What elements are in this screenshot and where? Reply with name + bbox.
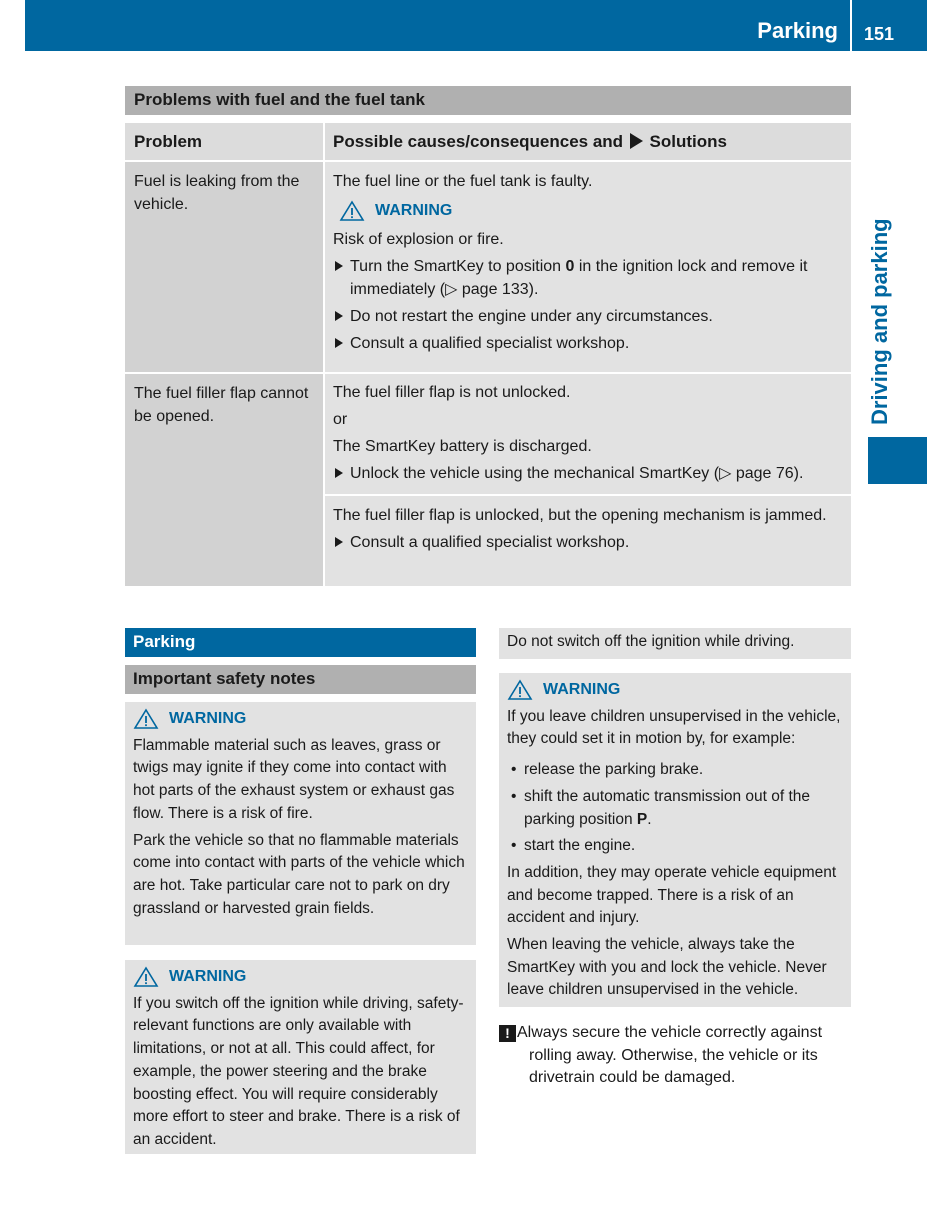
side-tab-marker	[868, 437, 927, 484]
step-text-2: in the ignition lock and remove it immediately (▷ page 133).	[350, 258, 808, 298]
table-header-solutions	[325, 123, 851, 160]
warning-paragraph: Park the vehicle so that no flammable materials come into contact with parts of the vehicle which are hot. Take particular care not to park on dry grassland or harvested grain fields.	[133, 831, 465, 917]
list-item-bold: P	[636, 810, 648, 828]
cause-text: The fuel filler flap is unlocked, but the opening mechanism is jammed.	[333, 507, 827, 524]
table-header-problem: Problem	[125, 123, 323, 160]
cause-text: The fuel line or the fuel tank is faulty.	[333, 173, 593, 190]
warning-paragraph: When leaving the vehicle, always take the SmartKey with you and lock the vehicle. Never leave children unsupervised in the vehicle.	[507, 936, 827, 999]
exclamation-icon: !	[499, 1025, 516, 1042]
note-block	[499, 1022, 854, 1090]
list-item-text: shift the automatic transmission out of the parking position	[524, 787, 811, 828]
solution-step: Consult a qualified specialist workshop.	[333, 531, 843, 554]
header-divider	[850, 0, 852, 51]
list-item	[507, 786, 843, 831]
warning-heading	[133, 966, 468, 989]
list-item: • release the parking brake.	[507, 759, 843, 782]
subsection-heading: Important safety notes	[125, 665, 476, 694]
warning-paragraph: If you switch off the ignition while driving, safety-relevant functions are only available with limitations, or not at all. This could affect, for example, the power steering and the brake boosting effect. You will require considerably more effort to steer and brake. There is a risk of an accident.	[133, 994, 464, 1148]
instruction-text: Do not switch off the ignition while driving.	[507, 633, 795, 650]
table-cell-solution	[325, 162, 851, 372]
table-cell-solution	[325, 496, 851, 586]
warning-paragraph: If you leave children unsupervised in the vehicle, they could set it in motion by, for example:	[507, 707, 841, 748]
warning-triangle-icon	[133, 708, 159, 730]
warning-triangle-icon	[133, 966, 159, 988]
warning-triangle-icon	[339, 200, 365, 222]
page-title: Parking	[757, 18, 838, 43]
warning-label: WARNING	[375, 202, 453, 219]
warning-label: WARNING	[543, 681, 621, 698]
side-tab-label: Driving and parking	[867, 218, 892, 425]
warning-label: WARNING	[169, 710, 247, 727]
warning-heading	[133, 708, 468, 731]
warning-text: Risk of explosion or fire.	[333, 231, 504, 248]
warning-box	[499, 673, 851, 1007]
problem-text: Fuel is leaking from the vehicle.	[134, 173, 300, 213]
instruction-box	[499, 628, 851, 659]
list-item-text-2: .	[647, 810, 652, 828]
page-number: 151	[864, 24, 895, 44]
note-text: Always secure the vehicle correctly against rolling away. Otherwise, the vehicle or its drivetrain could be damaged.	[517, 1024, 823, 1087]
table-cell-problem	[125, 374, 323, 586]
step-text: Turn the SmartKey to position	[350, 258, 562, 275]
warning-triangle-icon	[507, 679, 533, 701]
or-text: or	[333, 411, 348, 428]
warning-heading	[507, 679, 843, 702]
warning-box	[125, 702, 476, 945]
warning-box	[125, 960, 476, 1154]
section-heading: Parking	[125, 628, 476, 657]
table-title: Problems with fuel and the fuel tank	[125, 86, 851, 115]
solution-step	[333, 255, 843, 301]
table-cell-problem	[125, 162, 323, 372]
warning-label: WARNING	[169, 968, 247, 985]
table-cell-solution	[325, 374, 851, 494]
solution-step: Unlock the vehicle using the mechanical SmartKey (▷ page 76).	[333, 462, 843, 485]
warning-paragraph: Flammable material such as leaves, grass or twigs may ignite if they come into contact with hot parts of the exhaust system or exhaust gas flow. There is a risk of fire.	[133, 736, 455, 822]
solution-step: Consult a qualified specialist workshop.	[333, 332, 843, 355]
list-item: • start the engine.	[507, 835, 843, 858]
cause-text: The SmartKey battery is discharged.	[333, 438, 592, 455]
warning-paragraph: In addition, they may operate vehicle equipment and become trapped. There is a risk of an accident and injury.	[507, 863, 837, 927]
problem-text: The fuel filler flap cannot be opened.	[134, 385, 309, 425]
cause-text: The fuel filler flap is not unlocked.	[333, 384, 571, 401]
solution-arrow-icon	[630, 133, 643, 149]
step-bold: 0	[565, 258, 575, 275]
warning-heading	[339, 199, 843, 222]
header-solutions-text: Possible causes/consequences and	[333, 132, 624, 151]
header-solutions-text-2: Solutions	[649, 132, 727, 151]
solution-step: Do not restart the engine under any circumstances.	[333, 305, 843, 328]
